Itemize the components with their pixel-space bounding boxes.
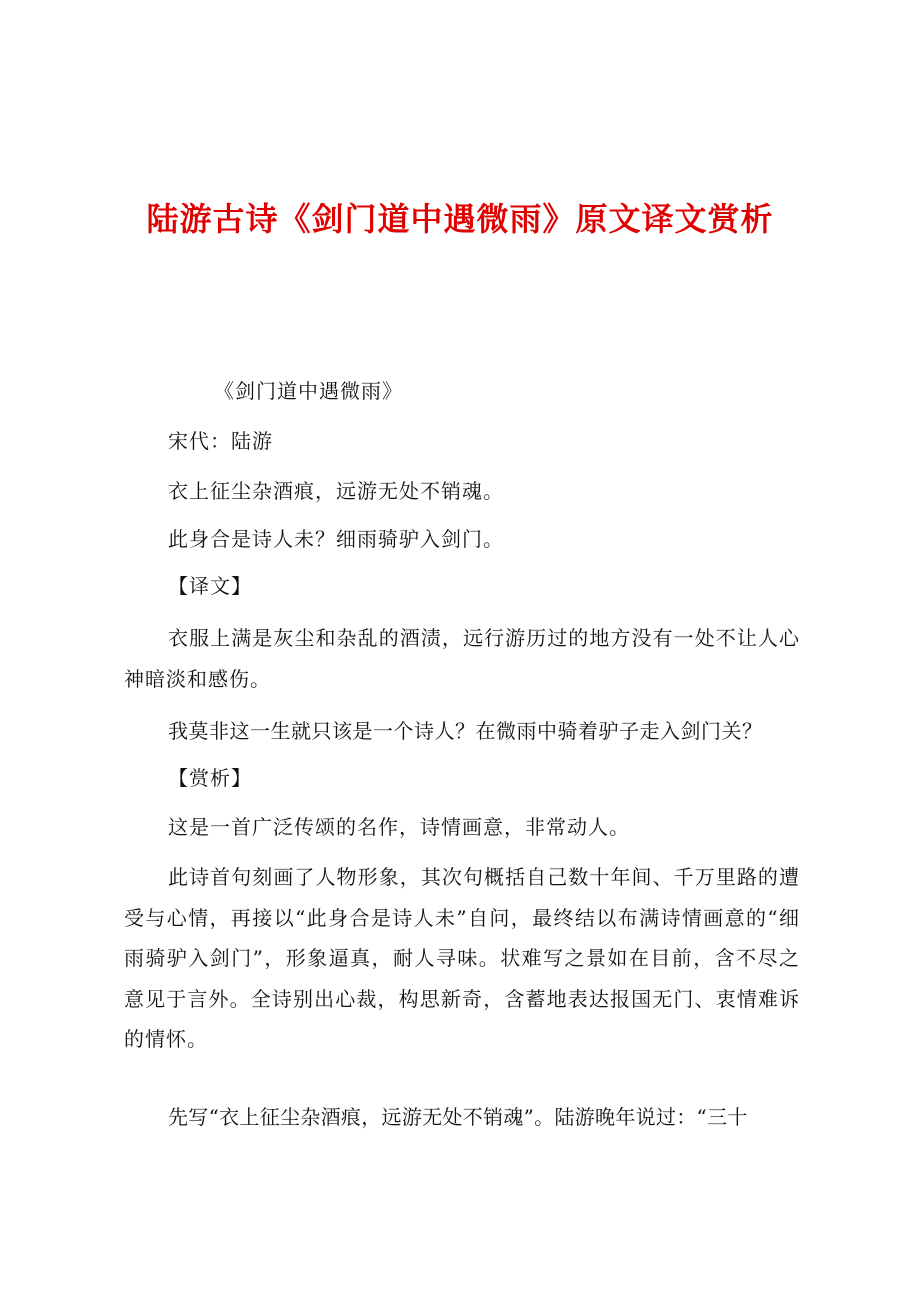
appreciation-paragraph-3: 先写“衣上征尘杂酒痕，远游无处不销魂”。陆游晚年说过：“三十 — [168, 1105, 748, 1129]
poem-line-1: 衣上征尘杂酒痕，远游无处不销魂。 — [168, 479, 504, 503]
translation-paragraph-1: 衣服上满是灰尘和杂乱的酒渍，远行游历过的地方没有一处不让人心神暗淡和感伤。 — [124, 626, 800, 691]
translation-paragraph-2: 我莫非这一生就只该是一个诗人？在微雨中骑着驴子走入剑门关？ — [168, 719, 763, 743]
poem-title: 《剑门道中遇微雨》 — [214, 379, 403, 403]
appreciation-paragraph-2: 此诗首句刻画了人物形象，其次句概括自己数十年间、千万里路的遭受与心情，再接以“此身合是诗人未”自问，最终结以布满诗情画意的“细雨骑驴入剑门”，形象逼真，耐人寻味。状难写之景如在目前，含不尽之意见于言外。全诗别出心裁，构思新奇，含蓄地表达报国无门、衷情难诉的情怀。 — [124, 865, 800, 1051]
author-line: 宋代：陆游 — [168, 429, 273, 453]
appreciation-heading: 【赏析】 — [168, 766, 252, 790]
appreciation-paragraph-1: 这是一首广泛传颂的名作，诗情画意，非常动人。 — [168, 815, 630, 839]
translation-heading: 【译文】 — [168, 574, 252, 598]
poem-line-2: 此身合是诗人未？细雨骑驴入剑门。 — [168, 527, 504, 551]
document-title: 陆游古诗《剑门道中遇微雨》原文译文赏析 — [146, 200, 774, 238]
